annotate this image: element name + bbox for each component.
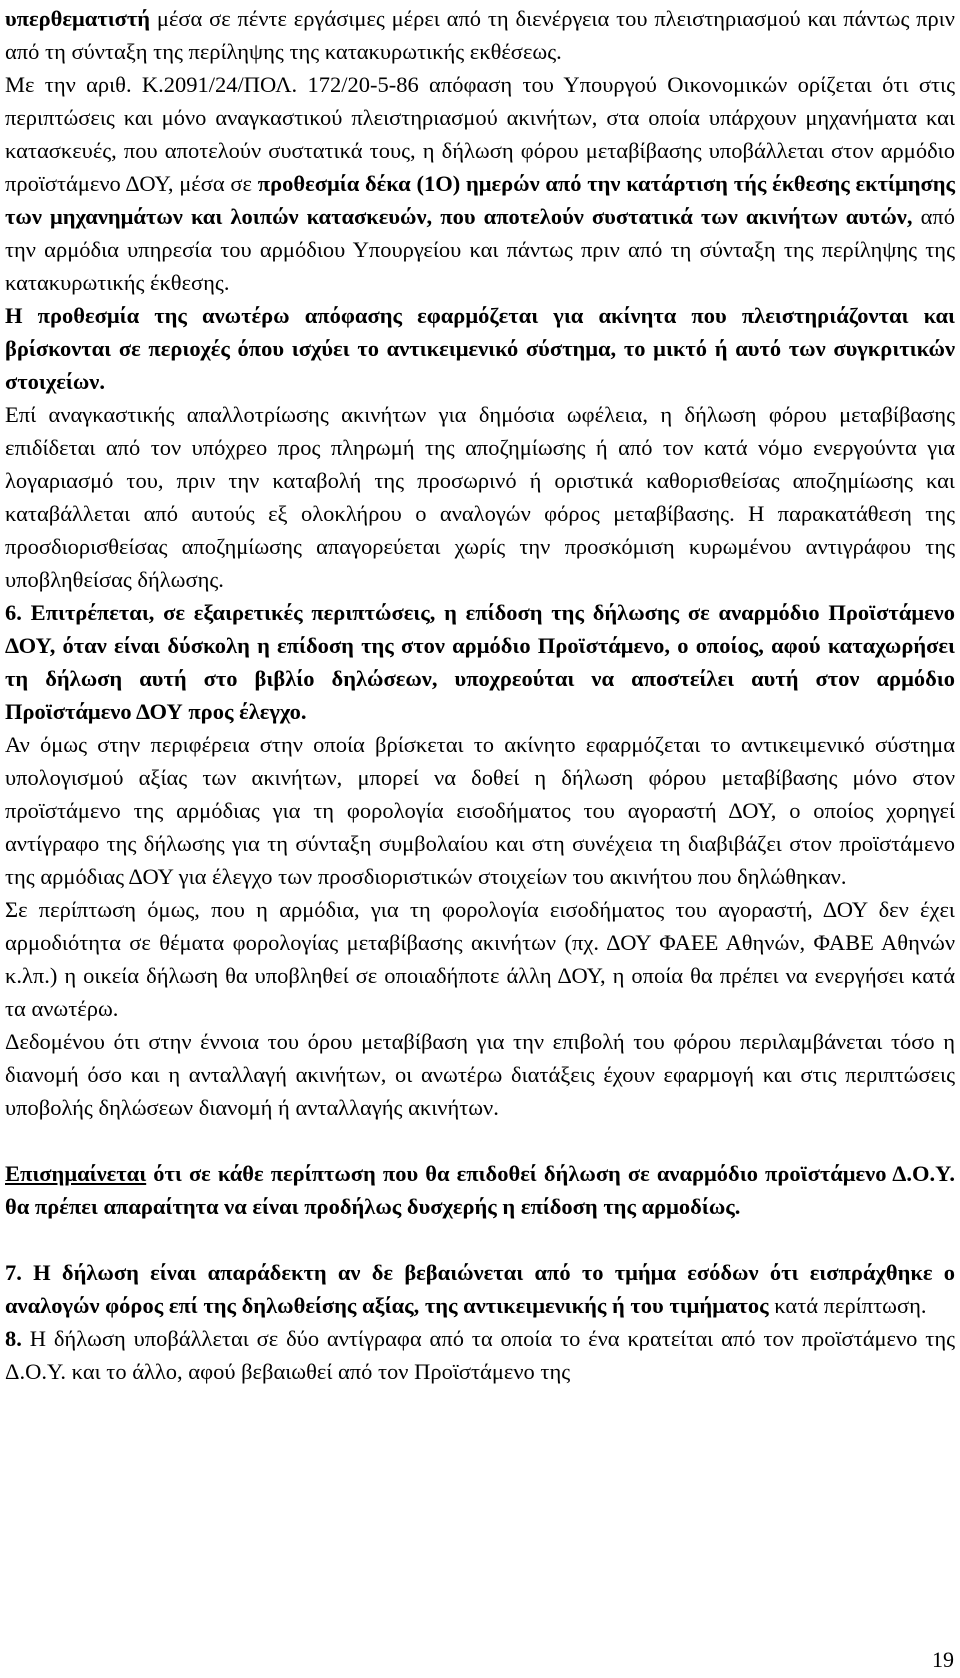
blank-line [5, 1223, 955, 1256]
paragraph-11 [5, 1322, 955, 1388]
paragraph-6 [5, 728, 955, 893]
bold-text: Η προθεσμία της ανωτέρω απόφασης εφαρμόζεται για ακίνητα που πλειστηριάζονται και βρίσκονται σε περιοχές όπου ισχύει το αντικειμενικό σύστημα, το μικτό ή αυτό των συγκριτικών στοιχείων. [5, 303, 955, 394]
paragraph-text: Επί αναγκαστικής απαλλοτρίωσης ακινήτων για δημόσια ωφέλεια, η δήλωση φόρου μεταβίβασης επιδίδεται από τον υπόχρεο προς πληρωμή της αποζημίωσης ή από τον κατά νόμο ενεργούντα για λογαριασμό του, πριν την καταβολή της προσωρινό ή οριστικά καθορισθείσας αποζημίωσης και καταβάλλεται από αυτούς εξ ολοκλήρου ο αναλογών φόρος μεταβίβασης. Η παρακατάθεση της προσδιορισθείσας αποζημίωσης απαγορεύεται χωρίς την προσκόμιση κυρωμένου αντιγράφου της υποβληθείσας δήλωσης. [5, 402, 955, 592]
paragraph-text: από την αρμόδια υπηρεσία του αρμόδιου Υπουργείου και πάντως πριν από τη σύνταξη της περίληψης της κατακυρωτικής έκθεσης. [5, 204, 955, 295]
paragraph-text: κατά περίπτωση. [768, 1293, 927, 1318]
bold-text: Επιτρέπεται, σε εξαιρετικές περιπτώσεις, η επίδοση της δήλωσης σε αναρμόδιο Προϊστάμενο ΔΟΥ, όταν είναι δύσκολη η επίδοση της στον αρμόδιο Προϊστάμενο, ο οποίος, αφού καταχωρήσει τη δήλωση αυτή στο βιβλίο δηλώσεων, υποχρεούται να αποστείλει αυτή στον αρμόδιο Προϊστάμενο ΔΟΥ προς έλεγχο. [5, 600, 955, 724]
paragraph-2 [5, 68, 955, 299]
item-number: 8. [5, 1326, 22, 1351]
bold-lead: υπερθεματιστή [5, 6, 151, 31]
item-number: 6. [5, 600, 22, 625]
page-number: 19 [932, 1647, 954, 1672]
paragraph-text: Σε περίπτωση όμως, που η αρμόδια, για τη φορολογία εισοδήματος του αγοραστή, ΔΟΥ δεν έχει αρμοδιότητα σε θέματα φορολογίας μεταβίβασης ακινήτων (πχ. ΔΟΥ ΦΑΕΕ Αθηνών, ΦΑΒΕ Αθηνών κ.λπ.) η οικεία δήλωση θα υποβληθεί σε οποιαδήποτε άλλη ΔΟΥ, η οποία θα πρέπει να ενεργήσει κατά τα ανωτέρω. [5, 897, 955, 1021]
paragraph-10 [5, 1256, 955, 1322]
paragraph-text: Αν όμως στην περιφέρεια στην οποία βρίσκεται το ακίνητο εφαρμόζεται το αντικειμενικό σύστημα υπολογισμού αξίας των ακινήτων, μπορεί να δοθεί η δήλωση φόρου μεταβίβασης μόνο στον προϊστάμενο της αρμόδιας για τη φορολογία εισοδήματος του αγοραστή ΔΟΥ, ο οποίος χορηγεί αντίγραφο της δήλωσης για τη σύνταξη συμβολαίου και στη συνέχεια τη διαβιβάζει στον προϊστάμενο της αρμόδιας ΔΟΥ για έλεγχο των προσδιοριστικών στοιχείων του ακινήτου που δηλώθηκαν. [5, 732, 955, 889]
paragraph-1 [5, 2, 955, 68]
paragraph-text: μέσα σε πέντε εργάσιμες μέρει από τη διενέργεια του πλειστηριασμού και πάντως πριν από τη σύνταξη της περίληψης της κατακυρωτικής εκθέσεως. [5, 6, 955, 64]
bold-text: προθεσμία δέκα (1Ο) ημερών από την κατάρτιση τής έκθεσης εκτίμησης των μηχανημάτων και λοιπών κατασκευών, που αποτελούν συστατικά των ακινήτων αυτών, [5, 171, 955, 229]
bold-text: 7. Η δήλωση είναι απαράδεκτη αν δε βεβαιώνεται από το τμήμα εσόδων ότι εισπράχθηκε ο αναλογών φόρος επί της δηλωθείσης αξίας, της αντικειμενικής ή του τιμήματος [5, 1260, 955, 1318]
paragraph-4 [5, 398, 955, 596]
underlined-lead: Επισημαίνεται [5, 1161, 147, 1186]
paragraph-9 [5, 1157, 955, 1223]
blank-line [5, 1124, 955, 1157]
paragraph-text: Η δήλωση υποβάλλεται σε δύο αντίγραφα από τα οποία το ένα κρατείται από τον προϊστάμενο της Δ.Ο.Υ. και το άλλο, αφού βεβαιωθεί από τον Προϊστάμενο της [5, 1326, 955, 1384]
paragraph-7 [5, 893, 955, 1025]
paragraph-3 [5, 299, 955, 398]
paragraph-text: Με την αριθ. Κ.2091/24/ΠΟΛ. 172/20-5-86 απόφαση του Υπουργού Οικονομικών ορίζεται ότι στις περιπτώσεις και μόνο αναγκαστικού πλειστηριασμού ακινήτων, στα οποία υπάρχουν μηχανήματα και κατασκευές, που αποτελούν συστατικά τους, η δήλωση φόρου μεταβίβασης υποβάλλεται στον αρμόδιο προϊστάμενο ΔΟΥ, μέσα σε [5, 72, 955, 196]
paragraph-text: Δεδομένου ότι στην έννοια του όρου μεταβίβαση για την επιβολή του φόρου περιλαμβάνεται τόσο η διανομή όσο και η ανταλλαγή ακινήτων, οι ανωτέρω διατάξεις έχουν εφαρμογή και στις περιπτώσεις υποβολής δηλώσεων διανομή ή ανταλλαγής ακινήτων. [5, 1029, 955, 1120]
paragraph-5 [5, 596, 955, 728]
bold-text: ότι σε κάθε περίπτωση που θα επιδοθεί δήλωση σε αναρμόδιο προϊστάμενο Δ.Ο.Υ. θα πρέπει απαραίτητα να είναι προδήλως δυσχερής η επίδοση της αρμοδίως. [5, 1161, 955, 1219]
paragraph-8 [5, 1025, 955, 1124]
